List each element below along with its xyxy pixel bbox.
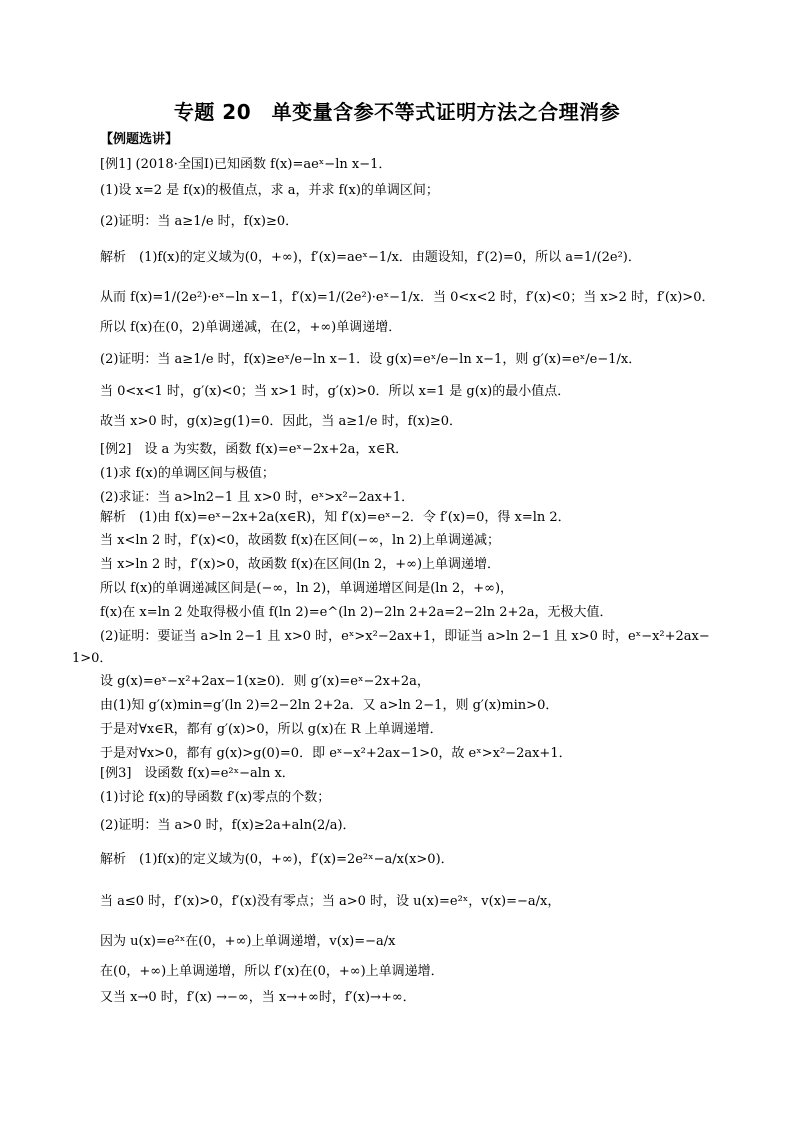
solution-line: 当 0<x<1 时，g′(x)<0；当 x>1 时，g′(x)>0．所以 x=1 是 g(x)的最小值点． — [100, 384, 571, 399]
text-line: (2)求证：当 a>ln2−1 且 x>0 时，eˣ>x²−2ax+1． — [100, 490, 415, 505]
solution-line: 从而 f(x)=1/(2e²)·eˣ−ln x−1，f′(x)=1/(2e²)·eˣ−1/x．当 0<x<2 时，f′(x)<0；当 x>2 时，f′(x)>0． — [100, 290, 715, 305]
solution-line: 解析 (1)f(x)的定义域为(0，+∞)，f′(x)=aeˣ−1/x．由题设知，f′(2)=0，所以 a=1/(2e²)． — [100, 250, 641, 265]
text-line: (1)设 x=2 是 f(x)的极值点，求 a，并求 f(x)的单调区间； — [100, 183, 439, 198]
solution-line: f(x)在 x=ln 2 处取得极小值 f(ln 2)=e^(ln 2)−2ln 2+2a=2−2ln 2+2a，无极大值． — [100, 605, 613, 620]
solution-line: 设 g(x)=eˣ−x²+2ax−1(x≥0)．则 g′(x)=eˣ−2x+2a， — [100, 674, 430, 689]
page-title: 专题 20 单变量含参不等式证明方法之合理消参 — [173, 100, 621, 124]
solution-line: 故当 x>0 时，g(x)≥g(1)=0．因此，当 a≥1/e 时，f(x)≥0． — [100, 414, 463, 429]
section-heading: 【例题选讲】 — [100, 132, 179, 147]
solution-line: 当 x>ln 2 时，f′(x)>0，故函数 f(x)在区间(ln 2，+∞)上单调递增． — [100, 557, 501, 572]
solution-line: 于是对∀x>0，都有 g(x)>g(0)=0．即 eˣ−x²+2ax−1>0，故 eˣ>x²−2ax+1． — [100, 746, 572, 761]
solution-line: 于是对∀x∈R，都有 g′(x)>0，所以 g(x)在 R 上单调递增． — [100, 722, 443, 737]
solution-line: 解析 (1)f(x)的定义域为(0，+∞)，f′(x)=2e²ˣ−a/x(x>0)． — [100, 852, 454, 867]
solution-line: 所以 f(x)在(0，2)单调递减，在(2，+∞)单调递增． — [100, 320, 402, 335]
solution-line: 所以 f(x)的单调递减区间是(−∞，ln 2)，单调递增区间是(ln 2，+∞)， — [100, 581, 514, 596]
text-line: (2)证明：当 a≥1/e 时，f(x)≥0． — [100, 214, 299, 229]
solution-line: 在(0，+∞)上单调递增，所以 f′(x)在(0，+∞)上单调递增． — [100, 964, 444, 979]
solution-line: 因为 u(x)=e²ˣ在(0，+∞)上单调递增，v(x)=−a/x — [100, 934, 396, 949]
text-line: (1)求 f(x)的单调区间与极值； — [100, 466, 275, 481]
solution-line: 当 x<ln 2 时，f′(x)<0，故函数 f(x)在区间(−∞，ln 2)上单调递减； — [100, 533, 501, 548]
solution-line: 解析 (1)由 f(x)=eˣ−2x+2a(x∈R)，知 f′(x)=eˣ−2．令 f′(x)=0，得 x=ln 2． — [100, 510, 571, 525]
example-1-stem: [例1] (2018·全国Ⅰ)已知函数 f(x)=aeˣ−ln x−1． — [100, 157, 392, 172]
solution-line: (2)证明：要证当 a>ln 2−1 且 x>0 时，eˣ>x²−2ax+1，即证当 a>ln 2−1 且 x>0 时，eˣ−x²+2ax− — [100, 629, 710, 644]
solution-line: 又当 x→0 时，f′(x) →−∞，当 x→+∞时，f′(x)→+∞． — [100, 990, 416, 1005]
example-2-stem: [例2] 设 a 为实数，函数 f(x)=eˣ−2x+2a，x∈R． — [100, 442, 409, 457]
solution-line: 由(1)知 g′(x)min=g′(ln 2)=2−2ln 2+2a．又 a>ln 2−1，则 g′(x)min>0． — [100, 698, 559, 713]
text-line: (2)证明：当 a>0 时，f(x)≥2a+aln(2/a)． — [100, 818, 356, 833]
solution-line: 当 a≤0 时，f′(x)>0，f′(x)没有零点；当 a>0 时，设 u(x)=e²ˣ，v(x)=−a/x， — [100, 894, 561, 909]
text-line: (1)讨论 f(x)的导函数 f′(x)零点的个数； — [100, 790, 331, 805]
example-3-stem: [例3] 设函数 f(x)=e²ˣ−aln x． — [100, 766, 295, 781]
solution-line: 1>0． — [72, 651, 113, 666]
solution-line: (2)证明：当 a≥1/e 时，f(x)≥eˣ/e−ln x−1．设 g(x)=eˣ/e−ln x−1，则 g′(x)=eˣ/e−1/x． — [100, 352, 642, 367]
